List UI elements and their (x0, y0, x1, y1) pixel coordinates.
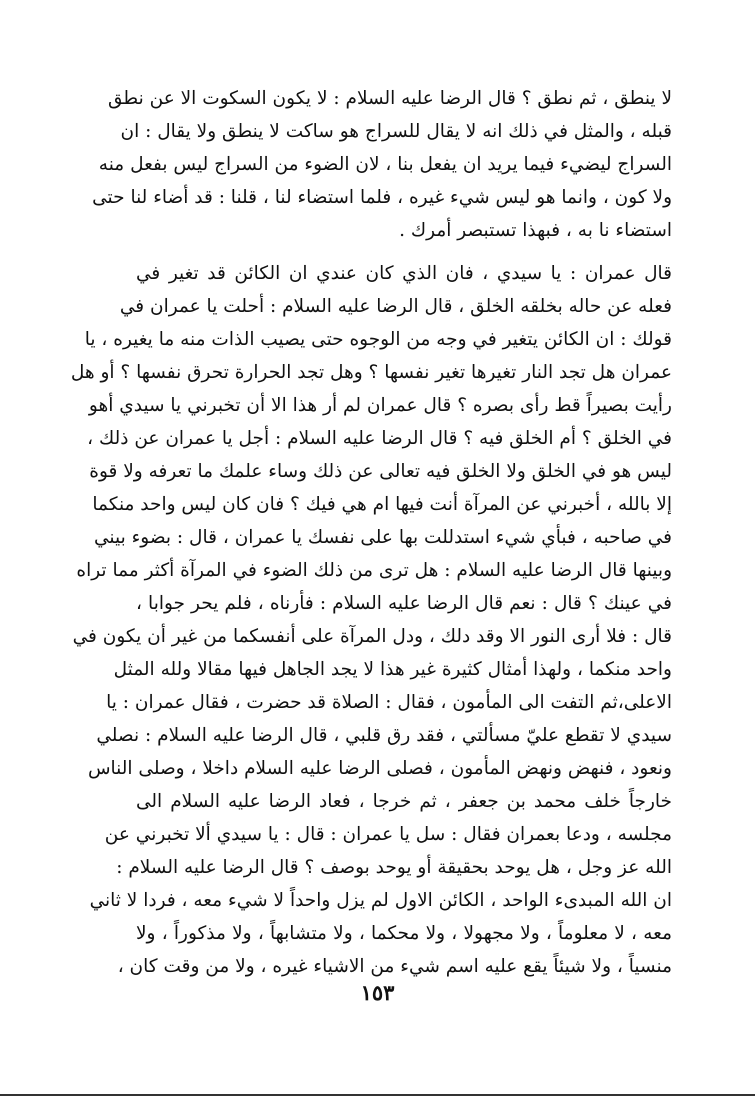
text-line: الله عز وجل ، هل يوحد بحقيقة أو يوحد بوصف ؟ قال الرضا عليه السلام : (116, 857, 672, 878)
text-line: منسياً ، ولا شيئاً يقع عليه اسم شيء من الاشياء غيره ، ولا من وقت كان ، (117, 956, 672, 977)
text-line: لا ينطق ، ثم نطق ؟ قال الرضا عليه السلام : لا يكون السكوت الا عن نطق (108, 88, 672, 109)
text-line: في صاحبه ، فبأي شيء استدللت بها على نفسك يا عمران ، قال : بضوء بيني (93, 527, 672, 548)
paragraph-1 (92, 82, 672, 247)
text-line: مجلسه ، ودعا بعمران فقال : سل يا عمران : قال : يا سيدي ألا تخبرني عن (104, 824, 672, 845)
bottom-rule (0, 1094, 755, 1096)
text-line: قال : فلا أرى النور الا وقد دلك ، ودل المرآة على أنفسكما من غير أن يكون في (72, 626, 672, 647)
text-line: ونعود ، فنهض ونهض المأمون ، فصلى الرضا عليه السلام داخلا ، وصلى الناس (87, 758, 672, 779)
text-line: قولك : ان الكائن يتغير في وجه من الوجوه حتى يصيب الذات منه ما يغيره ، يا (84, 329, 672, 350)
text-line: سيدي لا تقطع عليّ مسألتي ، فقد رق قلبي ، قال الرضا عليه السلام : نصلي (96, 725, 672, 746)
text-line: إلا بالله ، أخبرني عن المرآة أنت فيها ام هي فيك ؟ فان كان ليس واحد منكما (92, 494, 672, 515)
text-line: فعله عن حاله بخلقه الخلق ، قال الرضا عليه السلام : أحلت يا عمران في (119, 296, 672, 317)
text-line: قال عمران : يا سيدي ، فان الذي كان عندي ان الكائن قد تغير في (136, 263, 672, 284)
paragraph-2 (70, 257, 672, 983)
page-number: ١٥٣ (360, 980, 395, 1005)
text-line: ولا كون ، وانما هو ليس شيء غيره ، فلما استضاء لنا ، قلنا : قد أضاء لنا حتى (92, 187, 672, 208)
text-line: وبينها قال الرضا عليه السلام : هل ترى من ذلك الضوء في المرآة أكثر مما تراه (76, 560, 672, 581)
text-line: في عينك ؟ قال : نعم قال الرضا عليه السلام : فأرناه ، فلم يحر جوابا ، (136, 593, 672, 614)
text-line: عمران هل تجد النار تغيرها تغير نفسها ؟ وهل تجد الحرارة تحرق نفسها ؟ أو هل (70, 362, 672, 383)
text-line: رأيت بصيراً قط رأى بصره ؟ قال عمران لم أر هذا الا أن تخبرني يا سيدي أهو (88, 395, 672, 416)
text-line: معه ، لا معلوماً ، ولا مجهولا ، ولا محكما ، ولا متشابهاً ، ولا مذكوراً ، ولا (136, 923, 672, 944)
text-line: ان الله المبدىء الواحد ، الكائن الاول لم يزل واحداً لا شيء معه ، فردا لا ثاني (89, 890, 672, 911)
text-line: في الخلق ؟ أم الخلق فيه ؟ قال الرضا عليه السلام : أجل يا عمران عن ذلك ، (87, 428, 672, 449)
text-line: خارجاً خلف محمد بن جعفر ، ثم خرجا ، فعاد الرضا عليه السلام الى (136, 791, 672, 812)
text-line: السراج ليضيء فيما يريد ان يفعل بنا ، لان الضوء من السراج ليس بفعل منه (98, 154, 672, 175)
text-line: ليس هو في الخلق ولا الخلق فيه تعالى عن ذلك وساء علمك ما تعرفه ولا قوة (89, 461, 672, 482)
body-text (70, 82, 672, 983)
text-line: واحد منكما ، ولهذا أمثال كثيرة غير هذا لا يجد الجاهل فيها مقالا ولله المثل (113, 659, 672, 680)
paragraph-gap (136, 247, 672, 257)
text-line: استضاء نا به ، فبهذا تستبصر أمرك . (399, 220, 672, 241)
text-line: قبله ، والمثل في ذلك انه لا يقال للسراج هو ساكت لا ينطق ولا يقال : ان (120, 121, 672, 142)
text-line: الاعلى،ثم التفت الى المأمون ، فقال : الصلاة قد حضرت ، فقال عمران : يا (106, 692, 672, 713)
